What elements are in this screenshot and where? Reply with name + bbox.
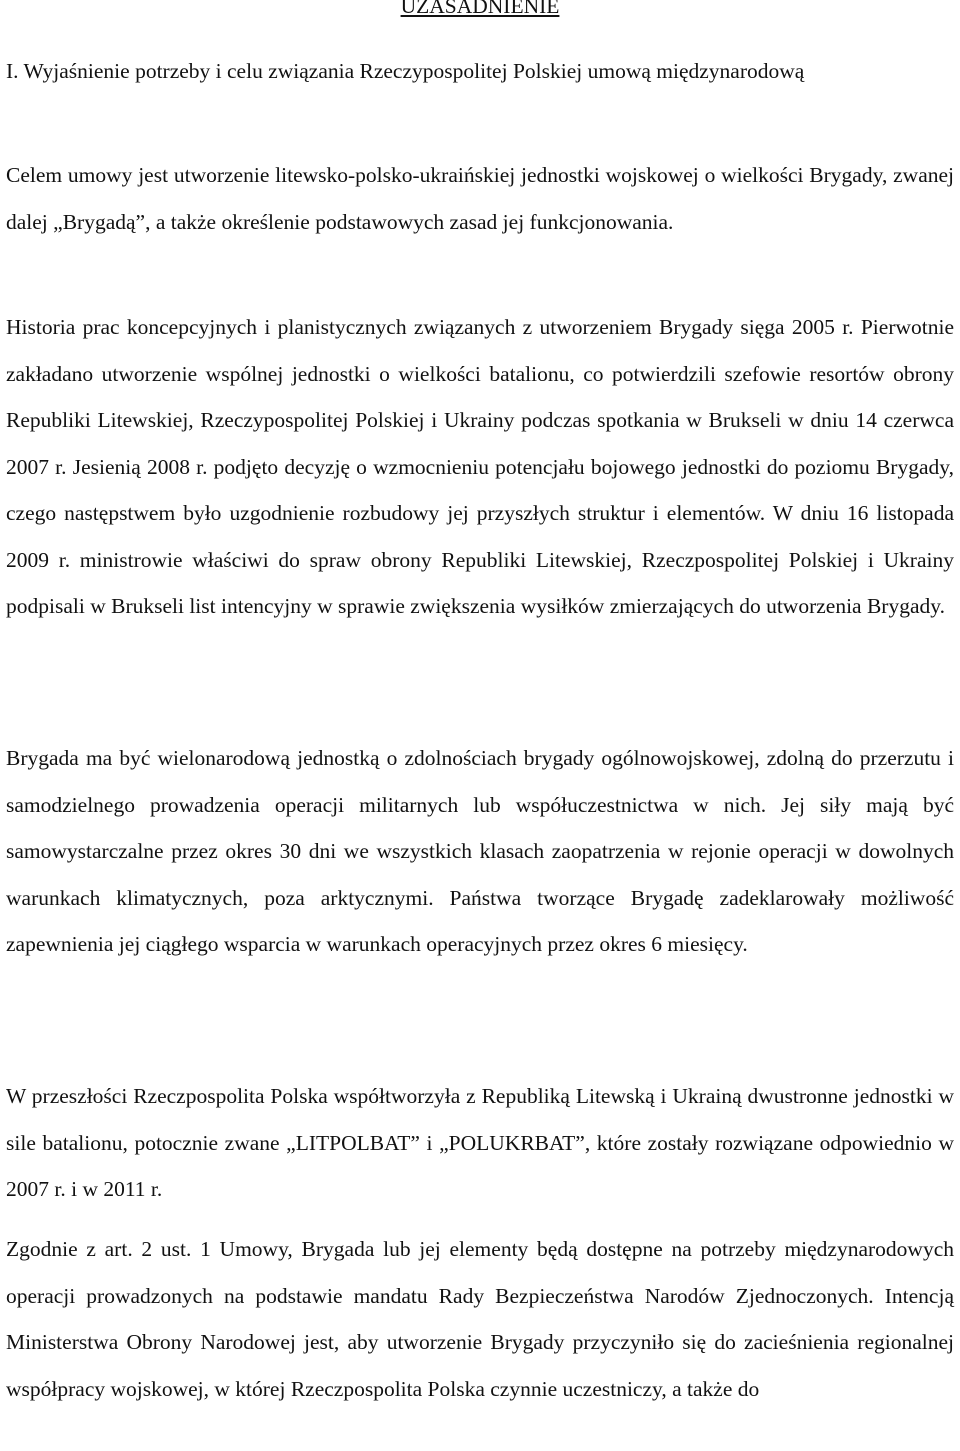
paragraph-purpose: Celem umowy jest utworzenie litewsko-polsko-ukraińskiej jednostki wojskowej o wielkości Brygady, zwanej dalej „Brygadą”, a także określenie podstawowych zasad jej funkcjonowania. <box>6 163 954 234</box>
paragraph-capabilities: Brygada ma być wielonarodową jednostką o zdolnościach brygady ogólnowojskowej, zdolną do przerzutu i samodzielnego prowadzenia operacji militarnych lub współuczestnictwa w nich. Jej siły mają być samowystarczalne przez okres 30 dni we wszystkich klasach zaopatrzenia w rejonie operacji w dowolnych warunkach klimatycznych, poza arktycznymi. Państwa tworzące Brygadę zadeklarowały możliwość zapewnienia jej ciągłego wsparcia w warunkach operacyjnych przez okres 6 miesięcy. <box>6 746 954 956</box>
document-heading: UZASADNIENIE <box>400 0 560 18</box>
paragraph-history: Historia prac koncepcyjnych i planistycznych związanych z utworzeniem Brygady sięga 2005 r. Pierwotnie zakładano utworzenie wspólnej jednostki o wielkości batalionu, co potwierdzili szefowie resortów obrony Republiki Litewskiej, Rzeczypospolitej Polskiej i Ukrainy podczas spotkania w Brukseli w dniu 14 czerwca 2007 r. Jesienią 2008 r. podjęto decyzję o wzmocnieniu potencjału bojowego jednostki do poziomu Brygady, czego następstwem było uzgodnienie rozbudowy jej przyszłych struktur i elementów. W dniu 16 listopada 2009 r. ministrowie właściwi do spraw obrony Republiki Litewskiej, Rzeczpospolitej Polskiej i Ukrainy podpisali w Brukseli list intencyjny w sprawie zwiększenia wysiłków zmierzających do utworzenia Brygady. <box>6 315 954 618</box>
section-title: I. Wyjaśnienie potrzeby i celu związania Rzeczypospolitej Polskiej umową międzynarodową <box>6 59 805 83</box>
paragraph-past-units: W przeszłości Rzeczpospolita Polska współtworzyła z Republiką Litewską i Ukrainą dwustronne jednostki w sile batalionu, potocznie zwane „LITPOLBAT” i „POLUKRBAT”, które zostały rozwiązane odpowiednio w 2007 r. i w 2011 r. <box>6 1084 954 1201</box>
paragraph-un-mandate: Zgodnie z art. 2 ust. 1 Umowy, Brygada lub jej elementy będą dostępne na potrzeby międzynarodowych operacji prowadzonych na podstawie mandatu Rady Bezpieczeństwa Narodów Zjednoczonych. Intencją Ministerstwa Obrony Narodowej jest, aby utworzenie Brygady przyczyniło się do zacieśnienia regionalnej współpracy wojskowej, w której Rzeczpospolita Polska czynnie uczestniczy, a także do <box>6 1237 954 1401</box>
